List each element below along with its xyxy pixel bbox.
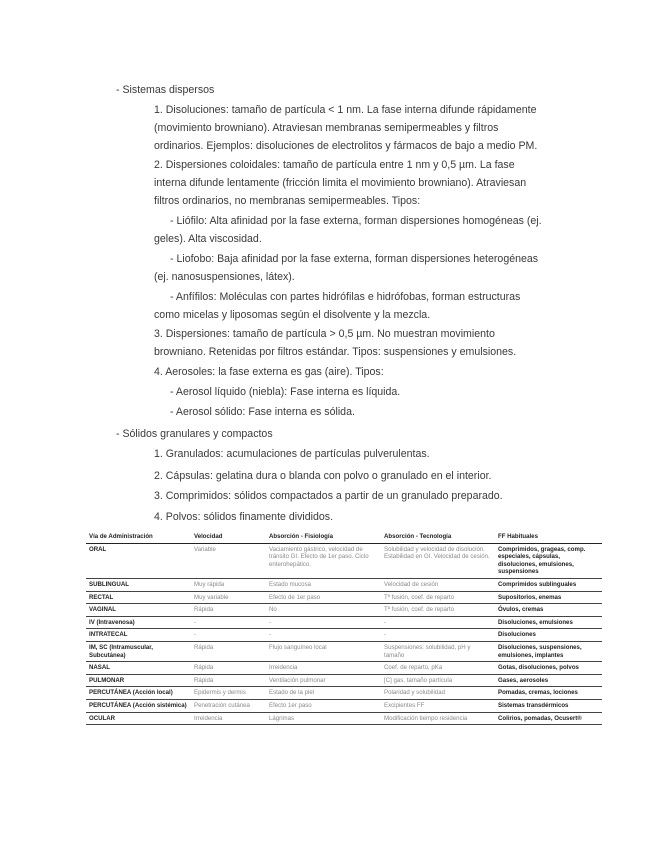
route-cell: ORAL <box>86 543 191 578</box>
table-header-cell: Absorción - Tecnología <box>381 531 495 543</box>
table-cell: Estado mucosa <box>266 578 381 591</box>
table-cell: Modificación tiempo residencia <box>381 712 495 725</box>
text-line: 4. Aerosoles: la fase externa es gas (aire). Tipos: <box>154 366 384 378</box>
text-line: 2. Dispersiones coloidales: tamaño de partícula entre 1 nm y 0,5 µm. La fase <box>154 159 515 171</box>
route-cell: RECTAL <box>86 591 191 604</box>
route-cell: SUBLINGUAL <box>86 578 191 591</box>
table-row <box>86 616 602 629</box>
table-cell: Efecto de 1er paso <box>266 591 381 604</box>
table-row <box>86 699 602 712</box>
table-cell: Rápida <box>191 674 266 687</box>
table-cell: Efecto 1er paso <box>266 699 381 712</box>
table-cell: Estado de la piel <box>266 687 381 700</box>
table-row <box>86 712 602 725</box>
dosage-forms-cell: Disoluciones, emulsiones <box>495 616 602 629</box>
table-header-row <box>86 531 602 543</box>
table-row <box>86 662 602 675</box>
table-cell: Muy variable <box>191 591 266 604</box>
route-cell: PULMONAR <box>86 674 191 687</box>
table-header-cell: FF Habituales <box>495 531 602 543</box>
table-cell: Tª fusión, coef. de reparto <box>381 591 495 604</box>
table-cell: - <box>266 629 381 642</box>
text-line: 1. Granulados: acumulaciones de partículas pulverulentas. <box>154 448 430 460</box>
text-line: 1. Disoluciones: tamaño de partícula < 1 nm. La fase interna difunde rápidamente <box>154 104 537 116</box>
text-line: browniano. Retenidas por filtros estándar. Tipos: suspensiones y emulsiones. <box>154 346 517 358</box>
table-row <box>86 604 602 617</box>
table-header-cell: Absorción - Fisiología <box>266 531 381 543</box>
table-cell: - <box>381 629 495 642</box>
text-line: - Liofobo: Baja afinidad por la fase externa, forman dispersiones heterogéneas <box>170 253 539 265</box>
route-cell: OCULAR <box>86 712 191 725</box>
dosage-forms-cell: Supositorios, enemas <box>495 591 602 604</box>
dosage-forms-cell: Gotas, disoluciones, polvos <box>495 662 602 675</box>
dosage-forms-cell: Comprimidos sublinguales <box>495 578 602 591</box>
dosage-forms-cell: Sistemas transdérmicos <box>495 699 602 712</box>
administration-routes-table <box>86 531 602 725</box>
table-cell: [C] gas, tamaño partícula <box>381 674 495 687</box>
text-line: geles). Alta viscosidad. <box>154 233 262 245</box>
text-line: - Aerosol sólido: Fase interna es sólida. <box>170 406 355 418</box>
table-cell: Rápida <box>191 604 266 617</box>
text-line: - Aerosol líquido (niebla): Fase interna es líquida. <box>170 386 401 398</box>
text-line: 3. Dispersiones: tamaño de partícula > 0,5 µm. No muestran movimiento <box>154 328 495 340</box>
route-cell: VAGINAL <box>86 604 191 617</box>
table-row <box>86 674 602 687</box>
table-header-cell: Vía de Administración <box>86 531 191 543</box>
route-cell: INTRATECAL <box>86 629 191 642</box>
table-cell: Tª fusión, coef. de reparto <box>381 604 495 617</box>
table-cell: Velocidad de cesión <box>381 578 495 591</box>
table-cell: Lágrimas <box>266 712 381 725</box>
table-cell: Polaridad y solubilidad <box>381 687 495 700</box>
dosage-forms-cell: Pomadas, cremas, lociones <box>495 687 602 700</box>
table-cell: Vaciamiento gástrico, velocidad de tránsito GI. Efecto de 1er paso. Ciclo enterohepático. <box>266 543 381 578</box>
text-line: 3. Comprimidos: sólidos compactados a partir de un granulado preparado. <box>154 490 503 502</box>
table-cell: Rápida <box>191 662 266 675</box>
table-cell: Muy rápida <box>191 578 266 591</box>
text-line: ordinarios. Ejemplos: disoluciones de electrolitos y fármacos de bajo a medio PM. <box>154 140 538 152</box>
table-cell: No <box>266 604 381 617</box>
table-cell: - <box>191 629 266 642</box>
table-header-cell: Velocidad <box>191 531 266 543</box>
route-cell: PERCUTÁNEA (Acción sistémica) <box>86 699 191 712</box>
table-cell: - <box>191 616 266 629</box>
text-line: - Sólidos granulares y compactos <box>116 428 273 440</box>
table-row <box>86 543 602 578</box>
table-cell: Irreidencia <box>191 712 266 725</box>
table-cell: Excipientes FF <box>381 699 495 712</box>
table-cell: - <box>381 616 495 629</box>
route-cell: IM, SC (Intramuscular, Subcutánea) <box>86 641 191 661</box>
table-cell: Flujo sanguíneo local <box>266 641 381 661</box>
text-line: interna difunde lentamente (fricción limita el movimiento browniano). Atraviesan <box>154 177 527 189</box>
text-line: (ej. nanosuspensiones, látex). <box>154 271 295 283</box>
table-row <box>86 578 602 591</box>
dosage-forms-cell: Gases, aerosoles <box>495 674 602 687</box>
text-line: filtros ordinarios, no membranas semipermeables. Tipos: <box>154 195 421 207</box>
text-line: (movimiento browniano). Atraviesan membranas semipermeables y filtros <box>154 122 499 134</box>
table-cell: Solubilidad y velocidad de disolución. Estabilidad en GI. Velocidad de cesión. <box>381 543 495 578</box>
dosage-forms-cell: Disoluciones, suspensiones, emulsiones, implantes <box>495 641 602 661</box>
dosage-forms-cell: Óvulos, cremas <box>495 604 602 617</box>
table-cell: Rápida <box>191 641 266 661</box>
table-row <box>86 641 602 661</box>
dosage-forms-cell: Disoluciones <box>495 629 602 642</box>
text-line: - Sistemas dispersos <box>116 84 215 96</box>
text-line: 4. Polvos: sólidos finamente divididos. <box>154 511 334 523</box>
route-cell: NASAL <box>86 662 191 675</box>
table-cell: Suspensiones: solubilidad, pH y tamaño <box>381 641 495 661</box>
table-cell: - <box>266 616 381 629</box>
table-cell: Irreidencia <box>266 662 381 675</box>
route-cell: IV (Intravenosa) <box>86 616 191 629</box>
table-row <box>86 629 602 642</box>
text-line: 2. Cápsulas: gelatina dura o blanda con polvo o granulado en el interior. <box>154 470 492 482</box>
text-line: - Anfífilos: Moléculas con partes hidrófilas e hidrófobas, forman estructuras <box>170 291 521 303</box>
table-row <box>86 591 602 604</box>
table-row <box>86 687 602 700</box>
text-line: - Liófilo: Alta afinidad por la fase externa, forman dispersiones homogéneas (ej. <box>170 215 542 227</box>
route-cell: PERCUTÁNEA (Acción local) <box>86 687 191 700</box>
text-line: como micelas y liposomas según el disolvente y la mezcla. <box>154 309 431 321</box>
table-cell: Coef. de reparto, pKa <box>381 662 495 675</box>
table-cell: Epidermis y dermis <box>191 687 266 700</box>
dosage-forms-cell: Comprimidos, grageas, comp. especiales, cápsulas, disoluciones, emulsiones, suspensiones <box>495 543 602 578</box>
table-cell: Variable <box>191 543 266 578</box>
table-cell: Ventilación pulmonar <box>266 674 381 687</box>
table-cell: Penetración cutánea <box>191 699 266 712</box>
dosage-forms-cell: Colirios, pomadas, Ocusert® <box>495 712 602 725</box>
